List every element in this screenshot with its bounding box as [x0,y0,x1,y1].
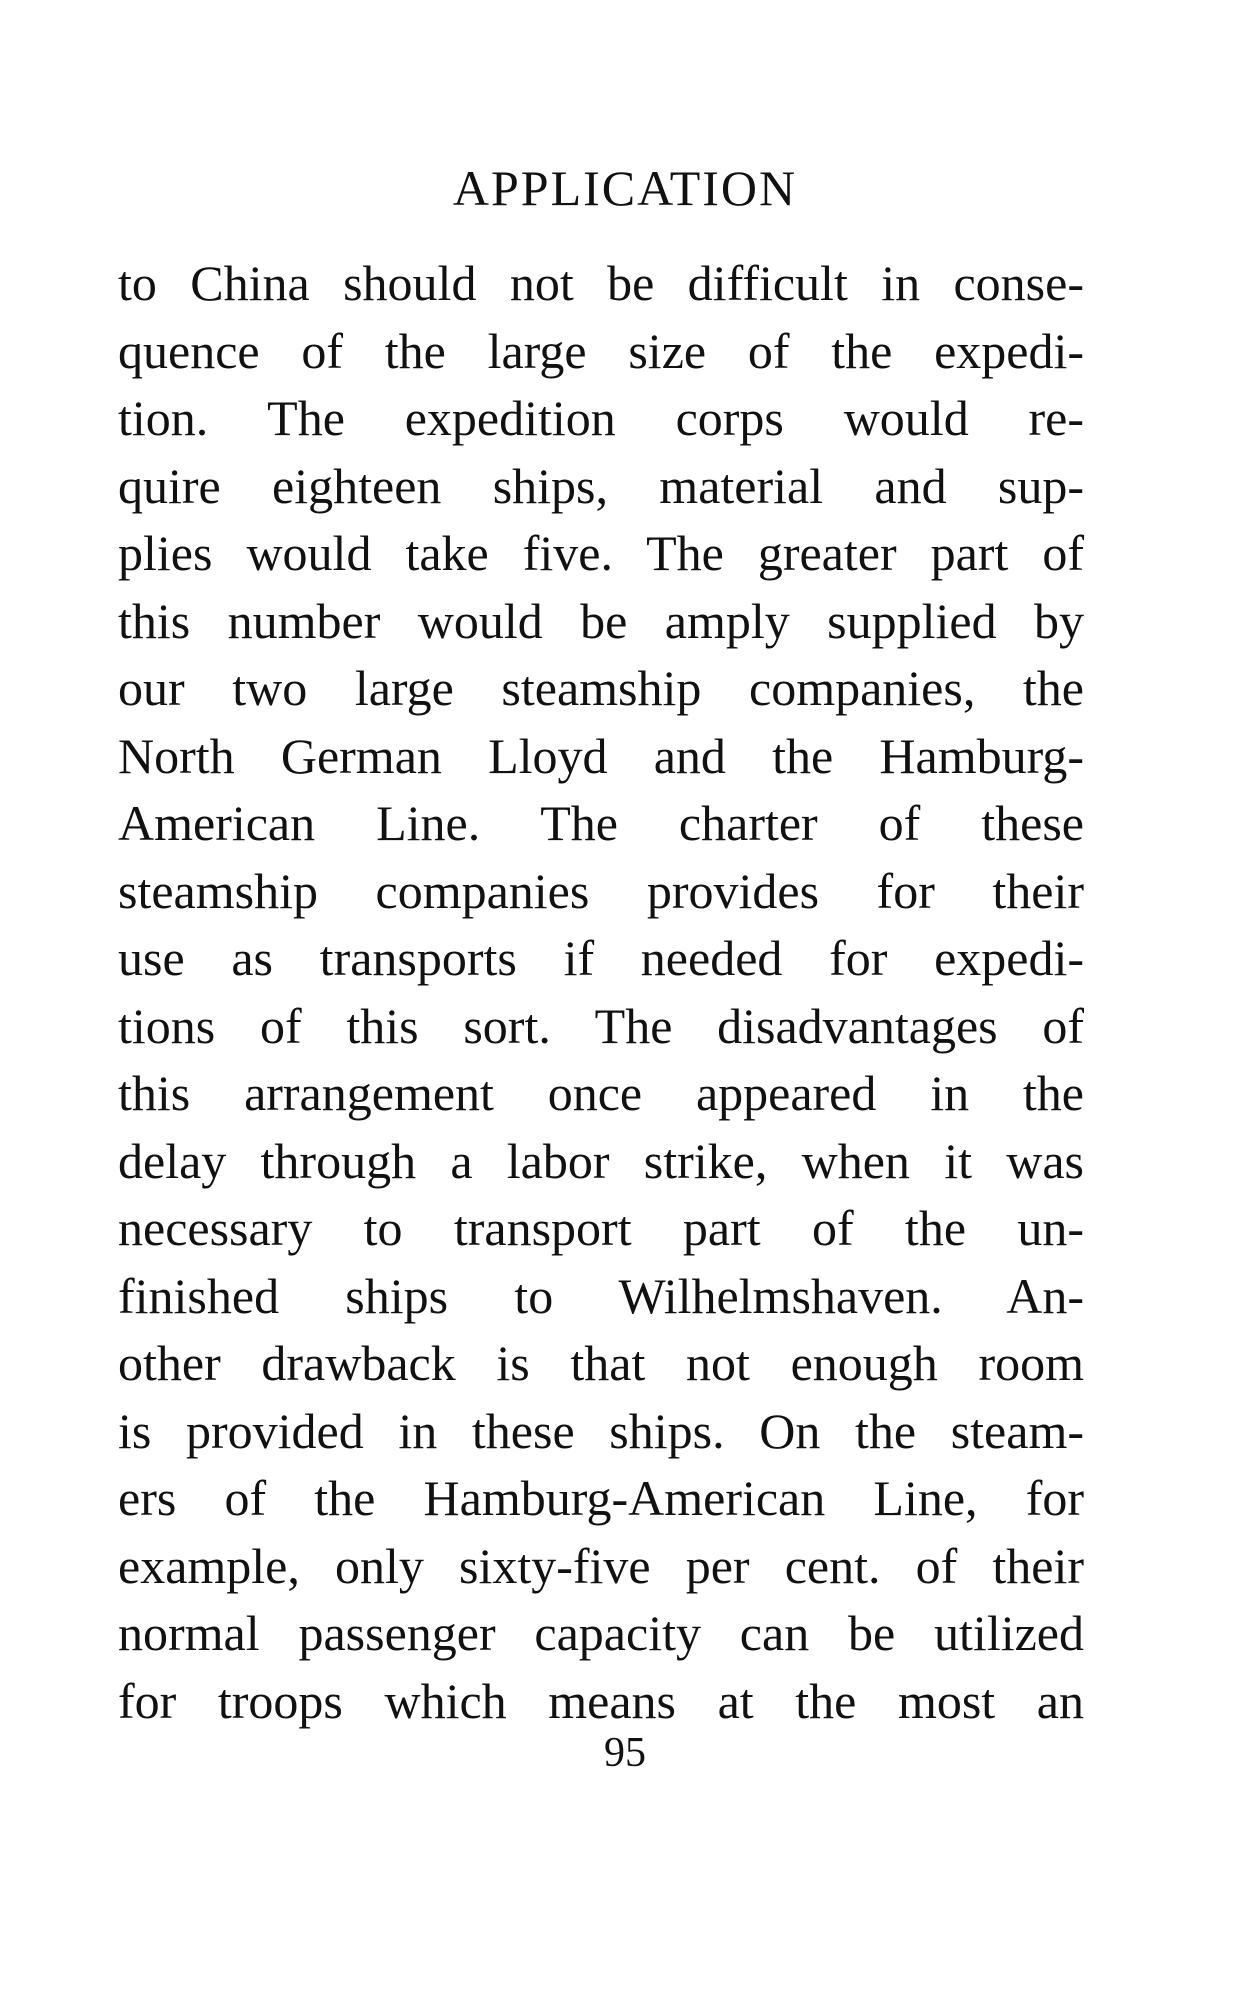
page-number: 95 [604,1730,646,1776]
text-line: finished ships to Wilhelmshaven. An- [118,1267,1084,1324]
text-line: quence of the large size of the expedi- [118,322,1084,379]
text-line: delay through a labor strike, when it was [118,1132,1084,1189]
text-line: American Line. The charter of these [118,795,1084,851]
text-line: for troops which means at the most an [118,1672,1084,1729]
text-line: necessary to transport part of the un- [118,1200,1084,1256]
text-line: tion. The expedition corps would re- [118,390,1084,446]
text-line: this number would be amply supplied by [118,592,1084,649]
text-line: North German Lloyd and the Hamburg- [118,727,1084,784]
text-line: use as transports if needed for expedi- [118,930,1084,986]
text-line: normal passenger capacity can be utilized [118,1605,1084,1661]
text-line: tions of this sort. The disadvantages of [118,997,1084,1054]
text-line: steamship companies provides for their [118,862,1084,919]
body-text [118,250,1084,1735]
text-line: is provided in these ships. On the steam- [118,1402,1084,1459]
text-line: quire eighteen ships, material and sup- [118,457,1084,514]
text-line: to China should not be difficult in conse- [118,255,1084,311]
text-line: plies would take five. The greater part of [118,525,1084,581]
text-line: our two large steamship companies, the [118,660,1084,716]
text-line: other drawback is that not enough room [118,1335,1084,1391]
running-head: APPLICATION [452,160,798,216]
text-line: example, only sixty-five per cent. of their [118,1537,1084,1594]
text-line: this arrangement once appeared in the [118,1065,1084,1121]
text-line: ers of the Hamburg-American Line, for [118,1470,1084,1526]
